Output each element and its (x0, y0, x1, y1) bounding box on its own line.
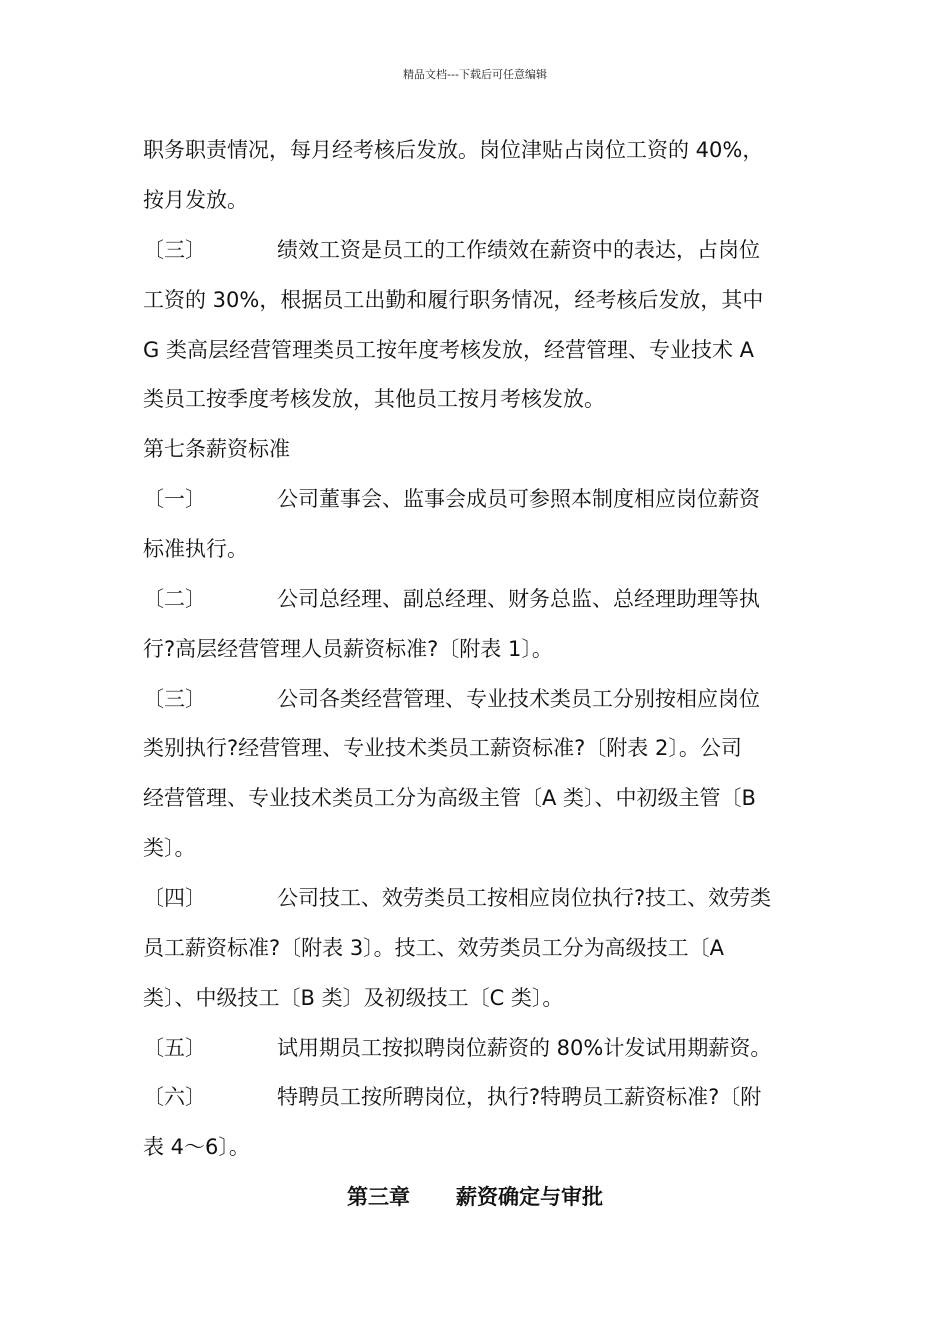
item-number: 〔四〕 (143, 886, 206, 910)
body-line: 经营管理、专业技术类员工分为高级主管〔A 类〕、中初级主管〔B (143, 786, 756, 810)
page-header: 精品文档---下载后可任意编辑 (403, 68, 547, 81)
item-number: 〔六〕 (143, 1085, 206, 1109)
body-line: 按月发放。 (143, 188, 248, 212)
item-first-line: 绩效工资是员工的工作绩效在薪资中的表达，占岗位 (277, 238, 760, 262)
article-heading: 第七条薪资标准 (143, 437, 290, 461)
chapter-title: 薪资确定与审批 (456, 1185, 603, 1209)
body-line: 员工薪资标准?〔附表 3〕。技工、效劳类员工分为高级技工〔A (143, 936, 725, 960)
chapter-heading (0, 1182, 950, 1212)
item-first-line: 特聘员工按所聘岗位，执行?特聘员工薪资标准?〔附 (277, 1085, 762, 1109)
body-line: 标准执行。 (143, 537, 248, 561)
item-first-line: 试用期员工按拟聘岗位薪资的 80%计发试用期薪资。 (277, 1036, 772, 1060)
item-number: 〔一〕 (143, 487, 206, 511)
item-number: 〔三〕 (143, 687, 206, 711)
item-number: 〔五〕 (143, 1036, 206, 1060)
chapter-number: 第三章 (347, 1185, 410, 1209)
body-line: 工资的 30%，根据员工出勤和履行职务情况，经考核后发放，其中 (143, 288, 764, 312)
item-first-line: 公司技工、效劳类员工按相应岗位执行?技工、效劳类 (277, 886, 772, 910)
body-line: 职务职责情况，每月经考核后发放。岗位津贴占岗位工资的 40%， (143, 138, 764, 162)
item-first-line: 公司董事会、监事会成员可参照本制度相应岗位薪资 (277, 487, 760, 511)
body-line: G 类高层经营管理类员工按年度考核发放，经营管理、专业技术 A (143, 338, 754, 362)
body-line: 类〕、中级技工〔B 类〕及初级技工〔C 类〕。 (143, 986, 564, 1010)
item-first-line: 公司各类经营管理、专业技术类员工分别按相应岗位 (277, 687, 760, 711)
item-number: 〔二〕 (143, 587, 206, 611)
body-line: 类别执行?经营管理、专业技术类员工薪资标准?〔附表 2〕。公司 (143, 736, 742, 760)
body-line: 类员工按季度考核发放，其他员工按月考核发放。 (143, 387, 605, 411)
item-first-line: 公司总经理、副总经理、财务总监、总经理助理等执 (277, 587, 760, 611)
body-line: 表 4～6〕。 (143, 1135, 250, 1159)
body-line: 类〕。 (143, 836, 196, 860)
item-number: 〔三〕 (143, 238, 206, 262)
body-line: 行?高层经营管理人员薪资标准?〔附表 1〕。 (143, 637, 553, 661)
